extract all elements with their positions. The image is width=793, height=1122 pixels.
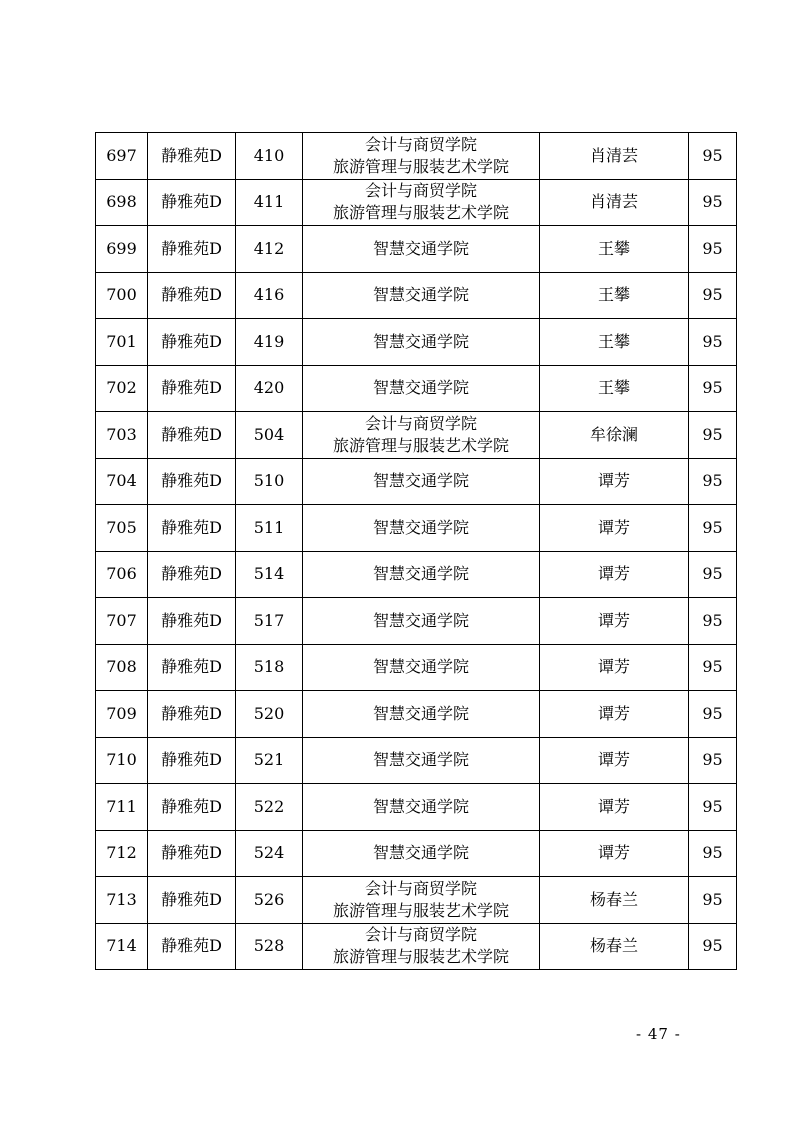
building-cell: 静雅苑D	[148, 133, 236, 180]
score-cell: 95	[689, 551, 737, 598]
table-row	[96, 505, 737, 552]
score-cell: 95	[689, 644, 737, 691]
college-name-line: 旅游管理与服装艺术学院	[332, 947, 509, 967]
inspector-name-cell: 肖清芸	[540, 179, 689, 226]
room-number-cell: 510	[236, 458, 303, 505]
room-number-cell: 520	[236, 691, 303, 738]
building-cell: 静雅苑D	[148, 551, 236, 598]
table-row	[96, 272, 737, 319]
building-cell: 静雅苑D	[148, 830, 236, 877]
score-cell: 95	[689, 133, 737, 180]
building-cell: 静雅苑D	[148, 319, 236, 366]
building-cell: 静雅苑D	[148, 877, 236, 924]
college-name-line: 智慧交通学院	[372, 610, 469, 630]
score-cell: 95	[689, 691, 737, 738]
score-cell: 95	[689, 877, 737, 924]
table-row	[96, 877, 737, 924]
page-number: - 47 -	[636, 1025, 681, 1043]
inspector-name-cell: 谭芳	[540, 830, 689, 877]
room-number-cell: 420	[236, 365, 303, 412]
college-name-line: 智慧交通学院	[372, 331, 469, 351]
college-cell	[303, 179, 540, 226]
table-row	[96, 784, 737, 831]
college-name-line: 智慧交通学院	[372, 564, 469, 584]
college-name-line: 智慧交通学院	[372, 378, 469, 398]
college-name-line: 智慧交通学院	[372, 285, 469, 305]
room-number-cell: 524	[236, 830, 303, 877]
building-cell: 静雅苑D	[148, 365, 236, 412]
building-cell: 静雅苑D	[148, 737, 236, 784]
college-name-line: 旅游管理与服装艺术学院	[332, 156, 509, 176]
inspector-name-cell: 王攀	[540, 272, 689, 319]
inspector-name-cell: 谭芳	[540, 458, 689, 505]
score-cell: 95	[689, 272, 737, 319]
college-name-line: 智慧交通学院	[372, 703, 469, 723]
row-number-cell: 697	[96, 133, 148, 180]
room-number-cell: 410	[236, 133, 303, 180]
college-cell	[303, 830, 540, 877]
table-row	[96, 691, 737, 738]
inspector-name-cell: 王攀	[540, 226, 689, 273]
college-name-line: 旅游管理与服装艺术学院	[332, 900, 509, 920]
college-cell	[303, 458, 540, 505]
row-number-cell: 701	[96, 319, 148, 366]
inspector-name-cell: 王攀	[540, 319, 689, 366]
table-row	[96, 133, 737, 180]
room-number-cell: 517	[236, 598, 303, 645]
building-cell: 静雅苑D	[148, 598, 236, 645]
college-name-line: 智慧交通学院	[372, 843, 469, 863]
college-cell	[303, 365, 540, 412]
score-cell: 95	[689, 505, 737, 552]
table-row	[96, 319, 737, 366]
inspector-name-cell: 谭芳	[540, 551, 689, 598]
inspector-name-cell: 肖清芸	[540, 133, 689, 180]
room-number-cell: 412	[236, 226, 303, 273]
score-cell: 95	[689, 737, 737, 784]
room-number-cell: 514	[236, 551, 303, 598]
college-cell	[303, 319, 540, 366]
college-cell	[303, 644, 540, 691]
table-row	[96, 365, 737, 412]
room-number-cell: 419	[236, 319, 303, 366]
college-name-line: 智慧交通学院	[372, 517, 469, 537]
college-cell	[303, 877, 540, 924]
room-number-cell: 528	[236, 923, 303, 970]
inspector-name-cell: 杨春兰	[540, 923, 689, 970]
table-body	[96, 133, 737, 970]
score-cell: 95	[689, 179, 737, 226]
college-cell	[303, 551, 540, 598]
table-row	[96, 412, 737, 459]
table-row	[96, 551, 737, 598]
college-cell	[303, 272, 540, 319]
college-cell	[303, 784, 540, 831]
row-number-cell: 703	[96, 412, 148, 459]
row-number-cell: 711	[96, 784, 148, 831]
table-row	[96, 923, 737, 970]
score-cell: 95	[689, 923, 737, 970]
row-number-cell: 706	[96, 551, 148, 598]
college-name-line: 会计与商贸学院	[364, 413, 477, 433]
college-name-line: 智慧交通学院	[372, 796, 469, 816]
college-name-line: 智慧交通学院	[372, 750, 469, 770]
table-row	[96, 598, 737, 645]
college-name-line: 智慧交通学院	[372, 657, 469, 677]
dormitory-score-table	[95, 132, 737, 970]
score-cell: 95	[689, 319, 737, 366]
building-cell: 静雅苑D	[148, 505, 236, 552]
table-row	[96, 458, 737, 505]
inspector-name-cell: 杨春兰	[540, 877, 689, 924]
college-cell	[303, 133, 540, 180]
college-cell	[303, 412, 540, 459]
room-number-cell: 504	[236, 412, 303, 459]
score-cell: 95	[689, 226, 737, 273]
college-cell	[303, 923, 540, 970]
room-number-cell: 518	[236, 644, 303, 691]
inspector-name-cell: 谭芳	[540, 598, 689, 645]
building-cell: 静雅苑D	[148, 458, 236, 505]
row-number-cell: 702	[96, 365, 148, 412]
building-cell: 静雅苑D	[148, 691, 236, 738]
college-cell	[303, 737, 540, 784]
row-number-cell: 709	[96, 691, 148, 738]
room-number-cell: 522	[236, 784, 303, 831]
building-cell: 静雅苑D	[148, 784, 236, 831]
college-cell	[303, 598, 540, 645]
row-number-cell: 710	[96, 737, 148, 784]
room-number-cell: 411	[236, 179, 303, 226]
row-number-cell: 698	[96, 179, 148, 226]
room-number-cell: 416	[236, 272, 303, 319]
row-number-cell: 712	[96, 830, 148, 877]
room-number-cell: 521	[236, 737, 303, 784]
row-number-cell: 700	[96, 272, 148, 319]
table-row	[96, 830, 737, 877]
room-number-cell: 526	[236, 877, 303, 924]
building-cell: 静雅苑D	[148, 226, 236, 273]
score-cell: 95	[689, 598, 737, 645]
inspector-name-cell: 谭芳	[540, 644, 689, 691]
row-number-cell: 713	[96, 877, 148, 924]
inspector-name-cell: 王攀	[540, 365, 689, 412]
score-cell: 95	[689, 830, 737, 877]
college-name-line: 会计与商贸学院	[364, 878, 477, 898]
row-number-cell: 714	[96, 923, 148, 970]
room-number-cell: 511	[236, 505, 303, 552]
college-name-line: 会计与商贸学院	[364, 134, 477, 154]
building-cell: 静雅苑D	[148, 644, 236, 691]
college-cell	[303, 691, 540, 738]
inspector-name-cell: 谭芳	[540, 737, 689, 784]
inspector-name-cell: 谭芳	[540, 691, 689, 738]
building-cell: 静雅苑D	[148, 412, 236, 459]
college-cell	[303, 226, 540, 273]
table-row	[96, 737, 737, 784]
row-number-cell: 704	[96, 458, 148, 505]
college-name-line: 旅游管理与服装艺术学院	[332, 203, 509, 223]
row-number-cell: 708	[96, 644, 148, 691]
table-row	[96, 226, 737, 273]
college-name-line: 旅游管理与服装艺术学院	[332, 435, 509, 455]
score-cell: 95	[689, 365, 737, 412]
college-name-line: 智慧交通学院	[372, 238, 469, 258]
college-name-line: 智慧交通学院	[372, 471, 469, 491]
row-number-cell: 699	[96, 226, 148, 273]
inspector-name-cell: 谭芳	[540, 784, 689, 831]
college-name-line: 会计与商贸学院	[364, 925, 477, 945]
college-cell	[303, 505, 540, 552]
college-name-line: 会计与商贸学院	[364, 181, 477, 201]
row-number-cell: 707	[96, 598, 148, 645]
building-cell: 静雅苑D	[148, 179, 236, 226]
table-row	[96, 644, 737, 691]
building-cell: 静雅苑D	[148, 272, 236, 319]
table-row	[96, 179, 737, 226]
inspector-name-cell: 牟徐澜	[540, 412, 689, 459]
score-cell: 95	[689, 458, 737, 505]
row-number-cell: 705	[96, 505, 148, 552]
score-cell: 95	[689, 412, 737, 459]
score-cell: 95	[689, 784, 737, 831]
inspector-name-cell: 谭芳	[540, 505, 689, 552]
building-cell: 静雅苑D	[148, 923, 236, 970]
